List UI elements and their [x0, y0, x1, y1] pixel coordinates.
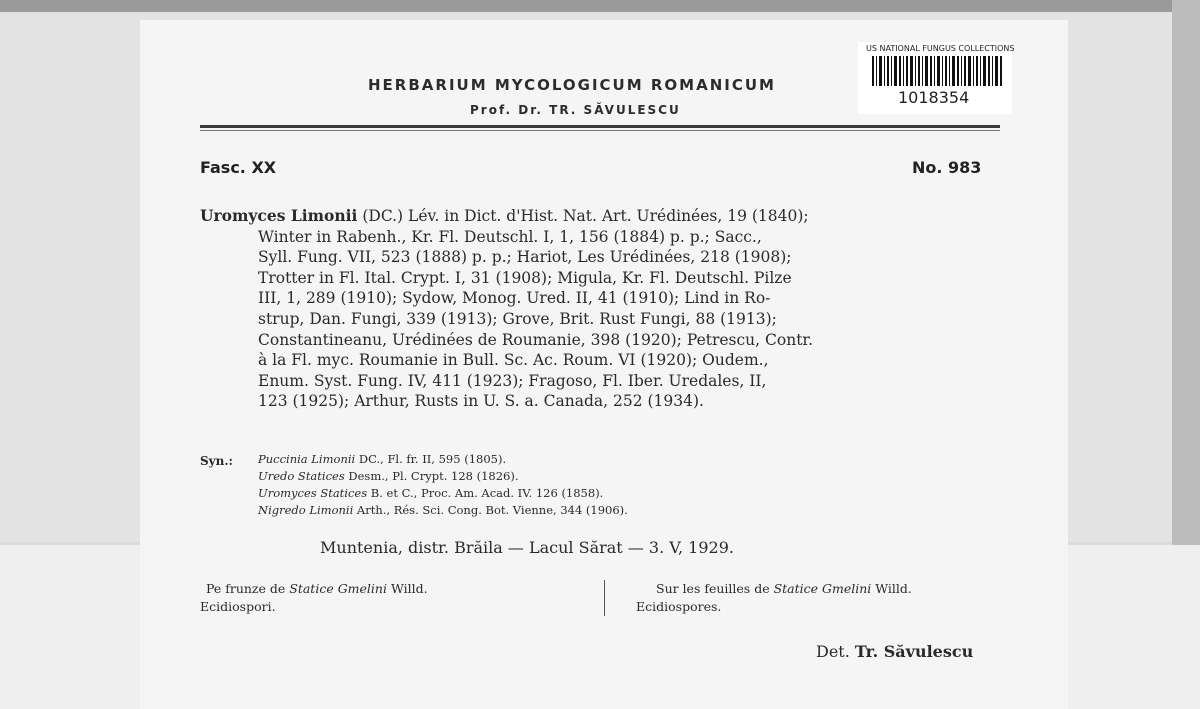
synonym-item	[258, 451, 628, 468]
column-divider	[604, 580, 605, 616]
synonym-item	[258, 485, 628, 502]
citation-line: Trotter in Fl. Ital. Crypt. I, 31 (1908); Migula, Kr. Fl. Deutschl. Pilze	[258, 268, 792, 287]
citation-line: à la Fl. myc. Roumanie in Bull. Sc. Ac. Roum. VI (1920); Oudem.,	[258, 351, 769, 370]
species-citation	[200, 206, 1000, 412]
synonym-name: Nigredo Limonii	[258, 503, 354, 517]
citation-line: Enum. Syst. Fung. IV, 411 (1923); Fragoso, Fl. Iber. Uredales, II,	[258, 371, 767, 390]
species-name: Uromyces Limonii	[200, 206, 358, 225]
host-author: Willd.	[386, 581, 428, 596]
fascicle-number: Fasc. XX	[200, 158, 277, 177]
header-rule	[200, 125, 1000, 128]
determiner-prefix: Det.	[816, 642, 850, 661]
host-plant: Statice Gmelini	[289, 581, 387, 596]
synonym-name: Uredo Statices	[258, 469, 345, 483]
determiner	[816, 642, 973, 661]
scan-right-edge	[1172, 0, 1200, 550]
collection-locality: Muntenia, distr. Brăila — Lacul Sărat — 3. V, 1929.	[320, 538, 734, 557]
synonym-ref: Desm., Pl. Crypt. 128 (1826).	[344, 469, 519, 483]
barcode-number: 1018354	[898, 88, 970, 107]
citation-line	[200, 206, 1000, 227]
citation-line: 123 (1925); Arthur, Rusts in U. S. a. Canada, 252 (1934).	[258, 392, 704, 411]
host-author: Willd.	[871, 581, 912, 596]
host-french	[636, 580, 912, 616]
citation-line: Winter in Rabenh., Kr. Fl. Deutschl. I, 1, 156 (1884) p. p.; Sacc.,	[258, 227, 762, 246]
synonym-ref: Arth., Rés. Sci. Cong. Bot. Vienne, 344 (1906).	[353, 503, 628, 517]
herbarium-director: Prof. Dr. TR. SĂVULESCU	[470, 103, 681, 117]
herbarium-title: HERBARIUM MYCOLOGICUM ROMANICUM	[368, 76, 776, 94]
citation-line: III, 1, 289 (1910); Sydow, Monog. Ured. II, 41 (1910); Lind in Ro-	[258, 289, 771, 308]
host-prefix: Sur les feuilles de	[656, 581, 774, 596]
determiner-name: Tr. Săvulescu	[854, 642, 974, 661]
scan-top-edge	[0, 0, 1200, 12]
spore-stage: Ecidiospores.	[636, 599, 722, 614]
citation-line: strup, Dan. Fungi, 339 (1913); Grove, Brit. Rust Fungi, 88 (1913);	[258, 309, 777, 328]
synonym-ref: DC., Fl. fr. II, 595 (1805).	[355, 452, 507, 466]
header-rule-thin	[200, 130, 1000, 131]
citation-line: Syll. Fung. VII, 523 (1888) p. p.; Hariot, Les Urédinées, 218 (1908);	[258, 248, 792, 267]
barcode-caption: US NATIONAL FUNGUS COLLECTIONS	[866, 44, 1015, 53]
host-romanian	[200, 580, 428, 616]
synonym-name: Uromyces Statices	[258, 486, 368, 500]
spore-stage: Ecidiospori.	[200, 599, 276, 614]
synonym-item	[258, 502, 628, 519]
citation-first-line: (DC.) Lév. in Dict. d'Hist. Nat. Art. Urédinées, 19 (1840);	[357, 207, 809, 225]
host-plant: Statice Gmelini	[773, 581, 872, 596]
synonym-item	[258, 468, 628, 485]
synonyms-label: Syn.:	[200, 454, 233, 468]
exsiccata-number: No. 983	[912, 158, 982, 177]
synonym-name: Puccinia Limonii	[258, 452, 356, 466]
host-line	[200, 580, 428, 598]
host-prefix: Pe frunze de	[206, 581, 290, 596]
barcode-icon	[872, 56, 1004, 86]
synonyms-list	[258, 451, 628, 519]
host-line	[636, 580, 912, 598]
synonym-ref: B. et C., Proc. Am. Acad. IV. 126 (1858).	[367, 486, 604, 500]
citation-line: Constantineanu, Urédinées de Roumanie, 398 (1920); Petrescu, Contr.	[258, 330, 814, 349]
